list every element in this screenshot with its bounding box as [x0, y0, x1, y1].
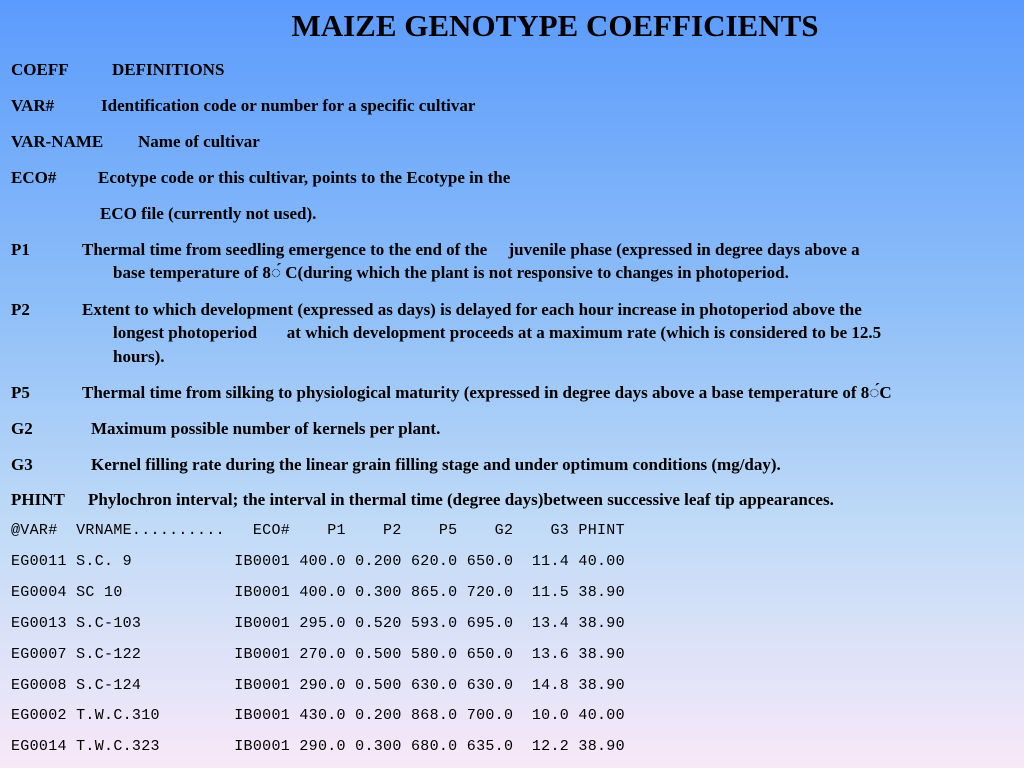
table-row: EG0013 S.C-103 IB0001 295.0 0.520 593.0 695.0 13.4 38.90 — [11, 615, 625, 632]
definition-text-continued: longest photoperiod at which development proceeds at a maximum rate (which is considered to be 12.5 — [113, 323, 882, 342]
definition-code: P5 — [11, 383, 30, 402]
definition-text: Kernel filling rate during the linear grain filling stage and under optimum conditions (mg/day). — [91, 455, 781, 474]
definition-code: VAR-NAME — [11, 132, 104, 151]
definition-code: P1 — [11, 240, 30, 259]
definition-text: Name of cultivar — [138, 132, 260, 151]
definition-code: P2 — [11, 300, 30, 319]
definition-code: VAR# — [11, 96, 55, 115]
definition-code: G3 — [11, 455, 33, 474]
table-header: @VAR# VRNAME.......... ECO# P1 P2 P5 G2 G3 PHINT — [11, 522, 625, 539]
definition-text-continued: base temperature of 8◌́ C(during which the plant is not responsive to changes in photoperiod. — [113, 263, 789, 282]
definition-code: G2 — [11, 419, 33, 438]
definition-text: Identification code or number for a specific cultivar — [101, 96, 476, 115]
definition-text: Phylochron interval; the interval in thermal time (degree days)between successive leaf tip appearances. — [88, 490, 834, 509]
table-row: EG0002 T.W.C.310 IB0001 430.0 0.200 868.0 700.0 10.0 40.00 — [11, 707, 625, 724]
table-row: EG0014 T.W.C.323 IB0001 290.0 0.300 680.0 635.0 12.2 38.90 — [11, 738, 625, 755]
table-row: EG0008 S.C-124 IB0001 290.0 0.500 630.0 630.0 14.8 38.90 — [11, 677, 625, 694]
definition-code: ECO# — [11, 168, 57, 187]
definition-text: Extent to which development (expressed as days) is delayed for each hour increase in photoperiod above the — [82, 300, 862, 319]
definition-text: Thermal time from silking to physiological maturity (expressed in degree days above a base temperature of 8◌́C — [82, 383, 892, 402]
page-title: MAIZE GENOTYPE COEFFICIENTS — [291, 8, 819, 43]
definition-text: Thermal time from seedling emergence to the end of the juvenile phase (expressed in degree days above a — [82, 240, 860, 259]
table-row: EG0007 S.C-122 IB0001 270.0 0.500 580.0 650.0 13.6 38.90 — [11, 646, 625, 663]
table-row: EG0011 S.C. 9 IB0001 400.0 0.200 620.0 650.0 11.4 40.00 — [11, 553, 625, 570]
definition-text: DEFINITIONS — [112, 60, 225, 79]
definition-text: Ecotype code or this cultivar, points to the Ecotype in the — [98, 168, 511, 187]
definition-code: COEFF — [11, 60, 69, 79]
definition-text-continued: hours). — [113, 347, 165, 366]
table-row: EG0004 SC 10 IB0001 400.0 0.300 865.0 720.0 11.5 38.90 — [11, 584, 625, 601]
definition-text-continued: ECO file (currently not used). — [100, 204, 317, 223]
definition-text: Maximum possible number of kernels per plant. — [91, 419, 441, 438]
definition-code: PHINT — [11, 490, 65, 509]
